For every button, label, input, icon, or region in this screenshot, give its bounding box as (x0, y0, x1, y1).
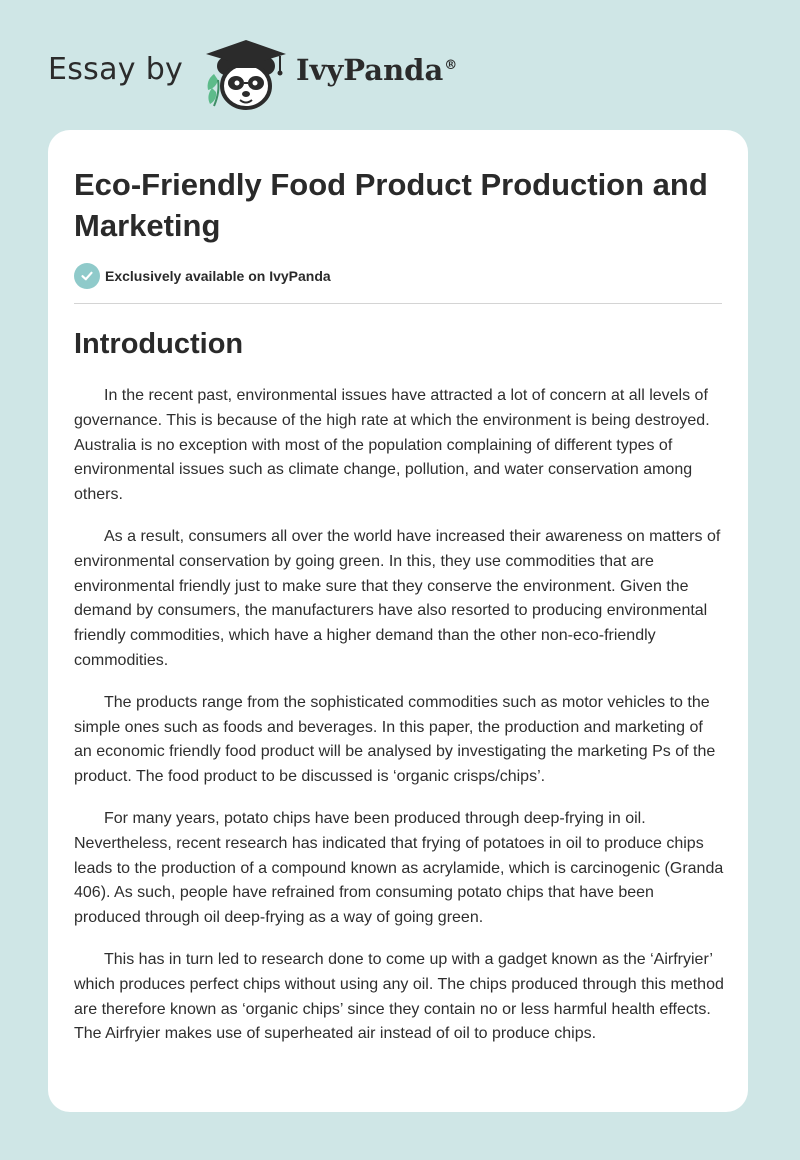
panda-graduate-icon (200, 36, 292, 112)
divider (74, 303, 722, 304)
paragraph: For many years, potato chips have been produced through deep-frying in oil. Nevertheless, recent research has indicated that frying of potatoes in oil to produce chips leads to the production of a compound known as acrylamide, which is carcinogenic (Granda 406). As such, people have refrained from consuming potato chips that have been produced through oil deep-frying as a way of going green. (74, 809, 724, 927)
brand-name: IvyPanda® (296, 53, 458, 87)
essay-by-label: Essay by (48, 52, 184, 87)
trademark-symbol: ® (444, 58, 458, 73)
article-title: Eco-Friendly Food Product Production and Marketing (74, 167, 708, 243)
exclusive-badge (74, 263, 331, 289)
paragraph: The products range from the sophisticated commodities such as motor vehicles to the simple ones such as foods and beverages. In this paper, the production and marketing of an economic friendly food product will be analysed by investigating the marketing Ps of the product. The food product to be discussed is ‘organic crisps/chips’. (74, 693, 716, 786)
article-card (48, 130, 748, 1112)
paragraph: This has in turn led to research done to come up with a gadget known as the ‘Airfryier’ which produces perfect chips without using any oil. The chips produced through this method are therefore known as ‘organic chips’ since they contain no or less harmful health effects. The Airfryier makes use of superheated air instead of oil to produce chips. (74, 950, 724, 1043)
site-header (0, 0, 800, 130)
paragraph: As a result, consumers all over the world have increased their awareness on matters of environmental conservation by going green. In this, they use commodities that are environmental friendly just to make sure that they conserve the environment. Given the demand by consumers, the manufacturers have also resorted to producing environmental friendly commodities, which have a higher demand than the other non-eco-friendly commodities. (74, 527, 721, 669)
article-body (74, 384, 724, 1064)
exclusive-label: Exclusively available on IvyPanda (105, 268, 331, 284)
paragraph: In the recent past, environmental issues have attracted a lot of concern at all levels of governance. This is because of the high rate at which the environment is being destroyed. Australia is no exception with most of the population complaining of different types of environmental issues such as climate change, pollution, and water conservation among others. (74, 387, 710, 504)
section-heading: Introduction (74, 328, 244, 360)
check-icon (74, 263, 100, 289)
